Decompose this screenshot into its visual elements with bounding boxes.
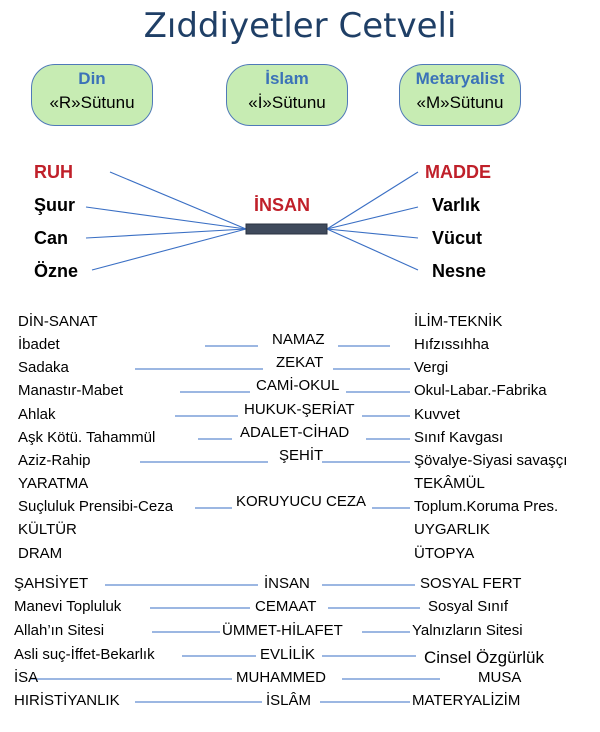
- table-right-item: Vergi: [414, 359, 449, 376]
- table-left-item: KÜLTÜR: [18, 521, 77, 538]
- bottom-left-item: ŞAHSİYET: [14, 575, 89, 592]
- column-header-label: İslam: [265, 69, 309, 88]
- table-left-item: DRAM: [18, 545, 63, 562]
- bottom-left-item: HIRİSTİYANLIK: [14, 692, 120, 709]
- bottom-left-item: Asli suç-İffet-Bekarlık: [14, 646, 155, 663]
- table-right-item: Toplum.Koruma Pres.: [414, 498, 559, 515]
- bottom-mid-item: MUHAMMED: [236, 669, 326, 686]
- bottom-mid-item: İNSAN: [264, 575, 310, 592]
- table-right-item: TEKÂMÜL: [414, 475, 485, 492]
- bottom-right-item: Sosyal Sınıf: [428, 598, 509, 615]
- bottom-mid-item: CEMAAT: [255, 598, 317, 615]
- right-word-madde: MADDE: [425, 162, 491, 182]
- table-middle-item: ADALET-CİHAD: [240, 424, 350, 441]
- bottom-right-item: SOSYAL FERT: [420, 575, 522, 592]
- bottom-mid-item: EVLİLİK: [260, 646, 316, 663]
- table-right-item: Şövalye-Siyasi savaşçı: [414, 452, 568, 469]
- table-right-item: Hıfzıssıhha: [414, 336, 490, 353]
- right-word-vucut: Vücut: [432, 228, 483, 248]
- bottom-mid-item: İSLÂM: [266, 692, 312, 709]
- bottom-left-item: Manevi Topluluk: [14, 598, 122, 615]
- left-word-ruh: RUH: [34, 162, 73, 182]
- column-sub-label: «R»Sütunu: [49, 93, 135, 112]
- bottom-mid-item: ÜMMET-HİLAFET: [222, 622, 343, 639]
- table-middle-item: HUKUK-ŞERİAT: [244, 401, 355, 418]
- left-word-ozne: Özne: [34, 261, 79, 281]
- table-right-item: Okul-Labar.-Fabrika: [414, 382, 547, 399]
- table-left-item: Aziz-Rahip: [18, 452, 91, 469]
- table-middle-item: CAMİ-OKUL: [256, 377, 340, 394]
- left-word-suur: Şuur: [34, 195, 76, 215]
- table-right-item: İLİM-TEKNİK: [414, 313, 503, 330]
- table-right-item: ÜTOPYA: [414, 545, 475, 562]
- bottom-right-item: MATERYALİZİM: [412, 692, 521, 709]
- right-word-nesne: Nesne: [432, 261, 487, 281]
- bottom-left-item: Allah’ın Sitesi: [14, 622, 105, 639]
- table-middle-item: ZEKAT: [276, 354, 324, 371]
- table-left-item: YARATMA: [18, 475, 89, 492]
- table-left-item: Suçluluk Prensibi-Ceza: [18, 498, 174, 515]
- right-word-varlik: Varlık: [432, 195, 481, 215]
- table-left-item: İbadet: [18, 336, 60, 353]
- bottom-right-item: MUSA: [478, 669, 522, 686]
- diagram-title: Zıddiyetler Cetveli: [143, 6, 457, 46]
- table-left-item: Sadaka: [18, 359, 69, 376]
- bottom-right-item: Cinsel Özgürlük: [424, 648, 544, 667]
- table-left-item: Aşk Kötü. Tahammül: [18, 429, 156, 446]
- bottom-right-item: Yalnızların Sitesi: [412, 622, 523, 639]
- column-sub-label: «M»Sütunu: [416, 93, 504, 112]
- column-sub-label: «İ»Sütunu: [248, 93, 326, 112]
- table-right-item: UYGARLIK: [414, 521, 490, 538]
- table-right-item: Kuvvet: [414, 406, 460, 423]
- bottom-left-item: İSA: [14, 669, 39, 686]
- column-header-label: Din: [78, 69, 106, 88]
- table-left-item: Ahlak: [18, 406, 56, 423]
- left-word-can: Can: [34, 228, 69, 248]
- table-left-item: DİN-SANAT: [18, 313, 98, 330]
- table-middle-item: NAMAZ: [272, 331, 325, 348]
- table-middle-item: ŞEHİT: [279, 447, 324, 464]
- table-right-item: Sınıf Kavgası: [414, 429, 504, 446]
- column-header-label: Metaryalist: [415, 69, 505, 88]
- table-middle-item: KORUYUCU CEZA: [236, 493, 367, 510]
- table-left-item: Manastır-Mabet: [18, 382, 124, 399]
- center-word-insan: İNSAN: [254, 195, 311, 215]
